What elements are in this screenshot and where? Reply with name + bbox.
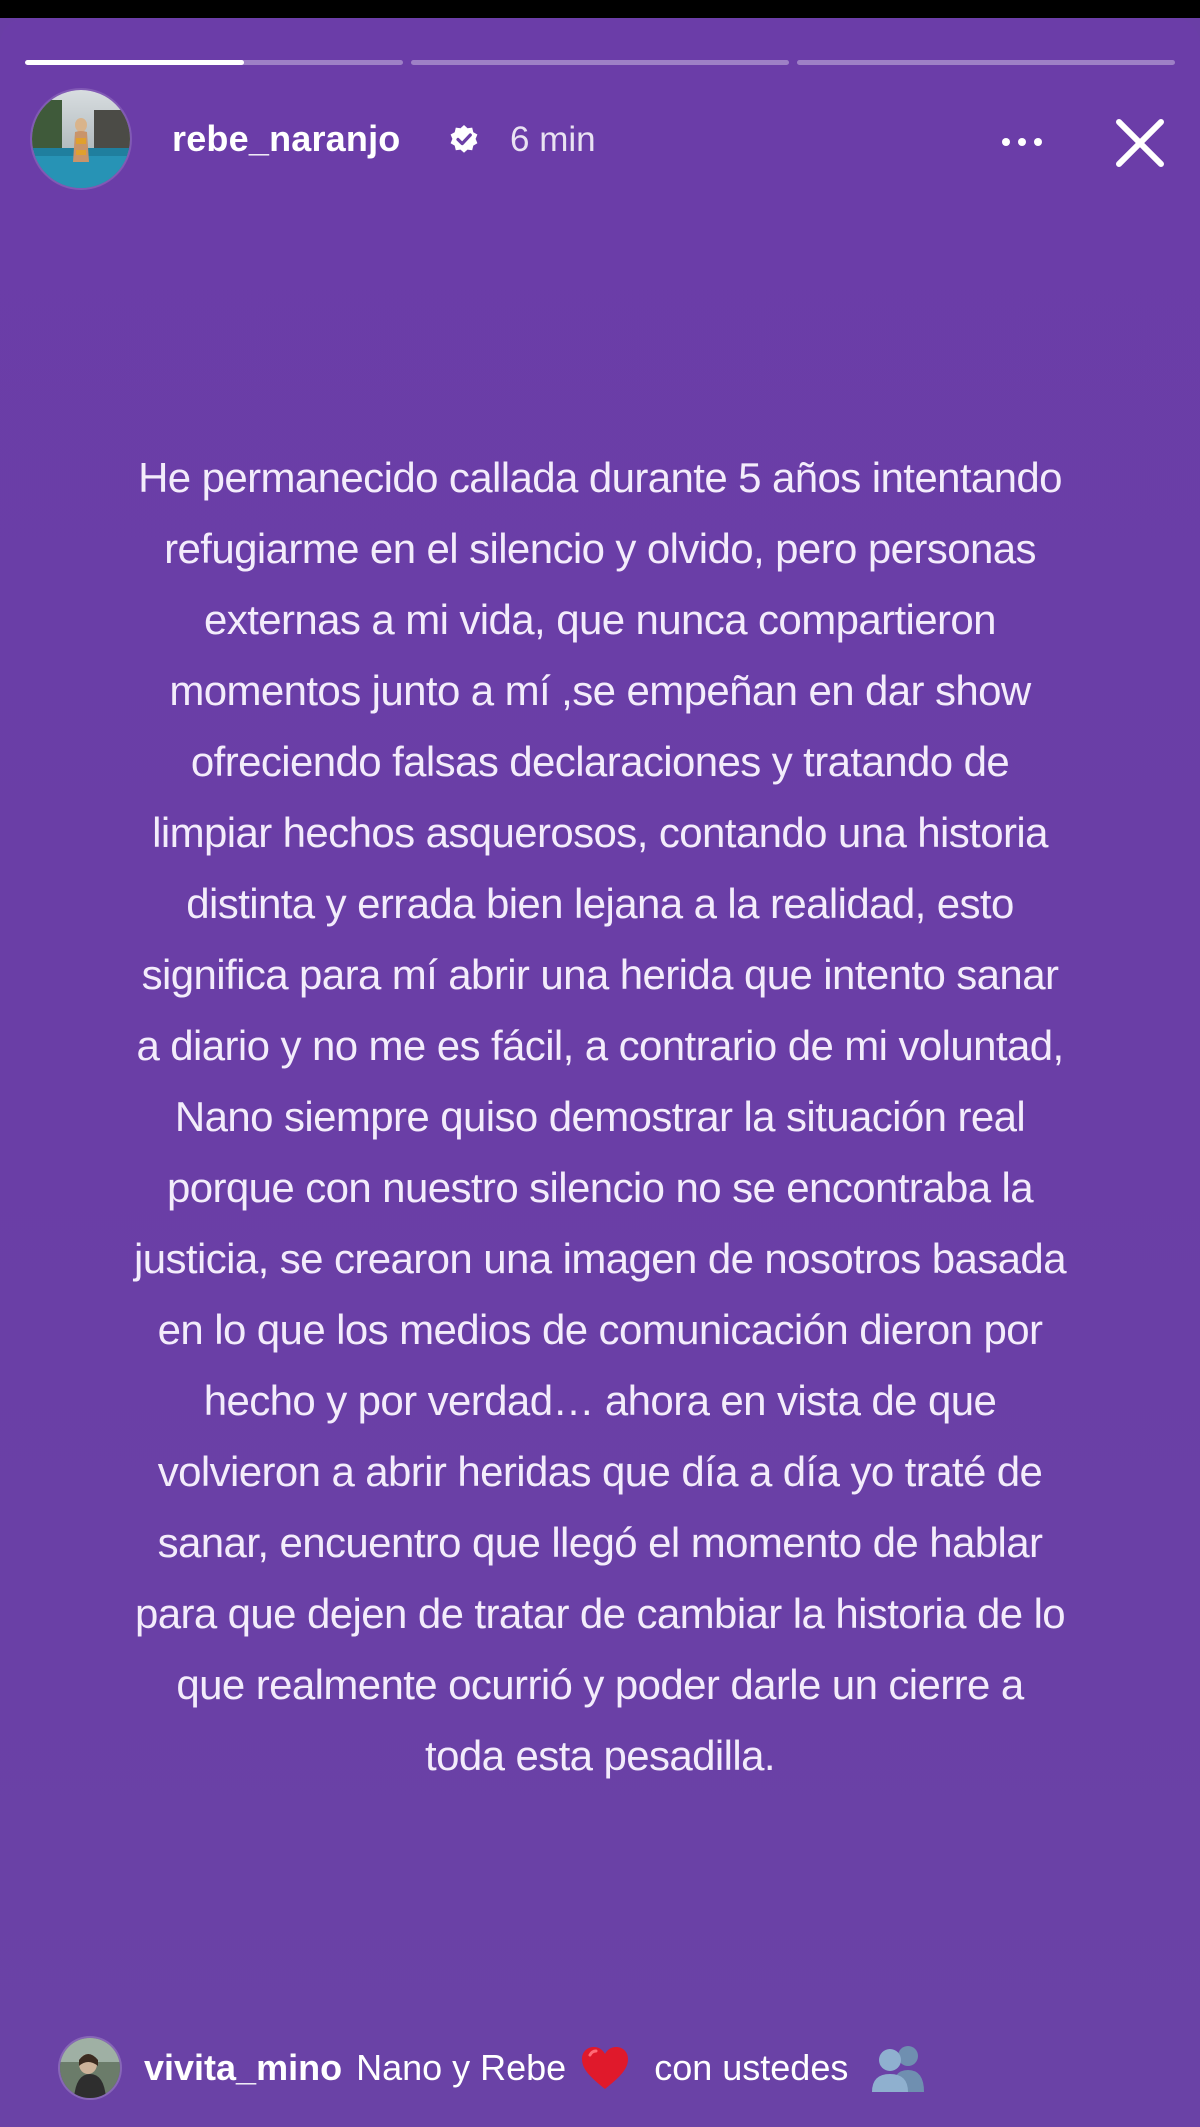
story-header (32, 90, 1172, 194)
progress-segment (411, 60, 789, 65)
more-options-icon[interactable] (992, 130, 1052, 154)
mention-avatar-image (60, 2038, 120, 2098)
mention-text-before: Nano y Rebe (356, 2047, 567, 2088)
mention-text-after: con ustedes (654, 2047, 849, 2088)
people-silhouette-icon (870, 2042, 928, 2094)
red-heart-icon (580, 2045, 630, 2091)
progress-fill (25, 60, 244, 65)
story-card[interactable] (0, 18, 1200, 2127)
status-bar-area (0, 0, 1200, 18)
dot (1002, 138, 1010, 146)
story-text: He permanecido callada durante 5 años intentando refugiarme en el silencio y olvido, pero personas externas a mi vida, que nunca compartieron momentos junto a mí ,se empeñan en dar show ofreciendo falsas declaraciones y tratando de limpiar hechos asquerosos, contando una historia distinta y errada bien lejana a la realidad, esto significa para mí abrir una herida que intento sanar a diario y no me es fácil, a contrario de mi voluntad, Nano siempre quiso demostrar la situación real porque con nuestro silencio no se encontraba la justicia, se crearon una imagen de nosotros basada en lo que los medios de comunicación dieron por hecho y por verdad… ahora en vista de que volvieron a abrir heridas que día a día yo traté de sanar, encuentro que llegó el momento de hablar para que dejen de tratar de cambiar la historia de lo que realmente ocurrió y poder darle un cierre a toda esta pesadilla. (134, 454, 1066, 1779)
dot (1034, 138, 1042, 146)
mention-avatar[interactable] (60, 2038, 120, 2098)
story-timestamp: 6 min (510, 120, 596, 159)
story-username[interactable]: rebe_naranjo (172, 118, 401, 159)
dot (1018, 138, 1026, 146)
mention-bar[interactable] (60, 2038, 1160, 2098)
progress-segment (797, 60, 1175, 65)
avatar-image (32, 90, 130, 188)
close-icon[interactable] (1107, 110, 1173, 176)
progress-segment (25, 60, 403, 65)
story-progress-bar (25, 60, 1175, 66)
mention-username[interactable]: vivita_mino (144, 2047, 343, 2088)
avatar[interactable] (32, 90, 130, 188)
verified-badge-icon (448, 124, 480, 156)
